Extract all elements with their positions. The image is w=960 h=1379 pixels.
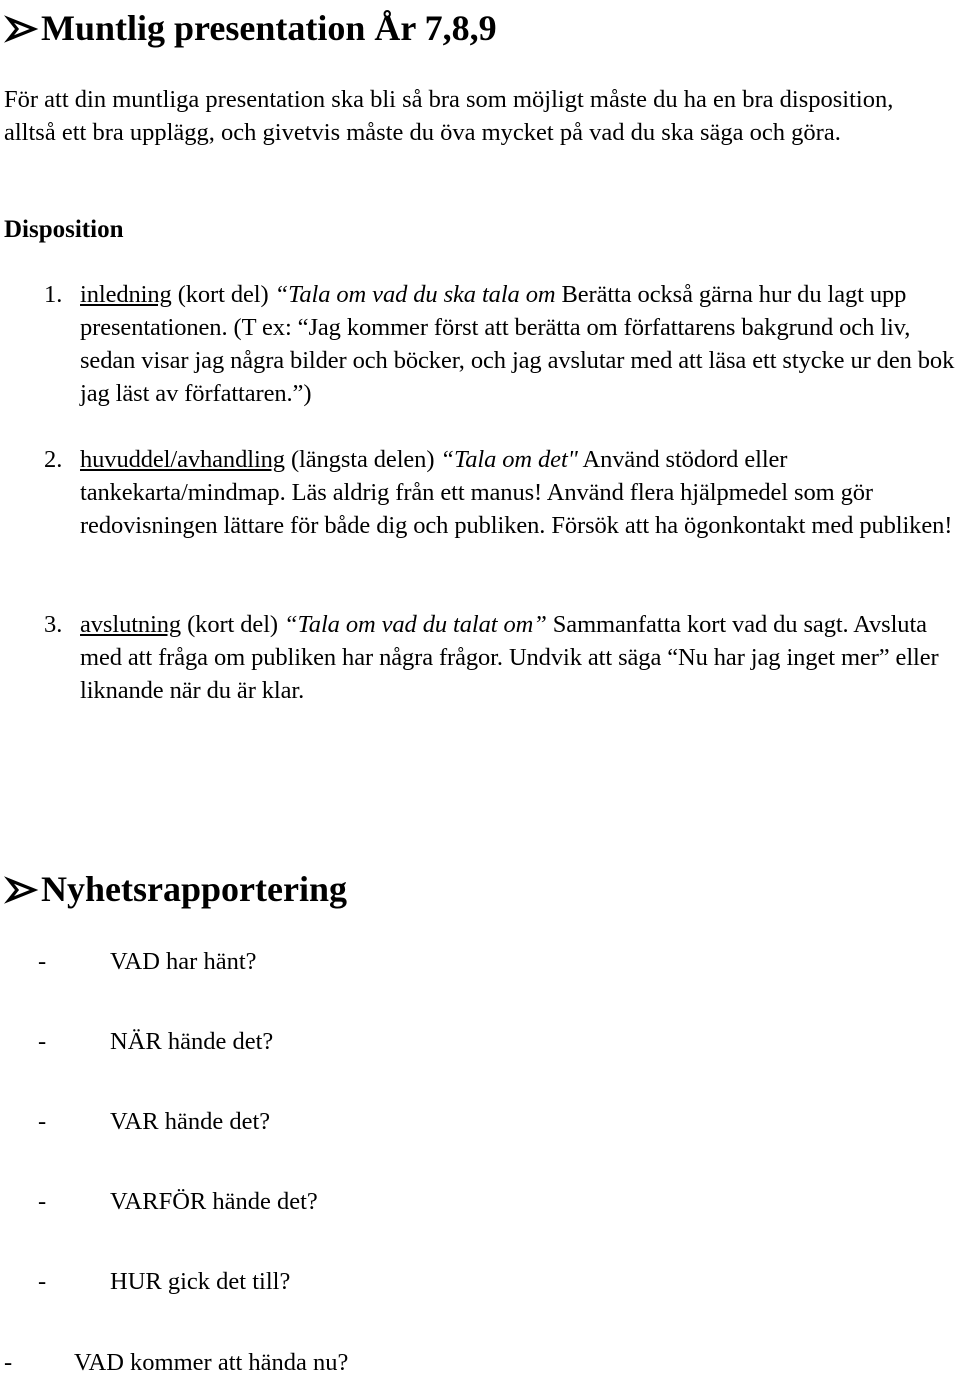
item-paren: (kort del) — [187, 611, 278, 638]
term-huvuddel: huvuddel/avhandling — [80, 446, 285, 473]
list-item-number: 2. — [44, 446, 63, 473]
list-item-inledning — [80, 278, 960, 410]
disposition-subheading: Disposition — [4, 216, 124, 243]
list-item-huvuddel — [80, 443, 960, 542]
question-text: HUR gick det till? — [110, 1268, 291, 1295]
item-rest: Använd stödord eller tankekarta/mindmap. Läs aldrig från ett manus! Använd flera hjälpmedel som gör redovisningen lättare för både dig och publiken. Försök att ha ögonkontakt med publiken! — [80, 446, 953, 539]
term-inledning: inledning — [80, 281, 172, 308]
list-item-number: 3. — [44, 611, 63, 638]
heading-text: Muntlig presentation År 7,8,9 — [41, 8, 497, 48]
item-quote: “Tala om vad du talat om” — [284, 611, 547, 638]
heading-text: Nyhetsrapportering — [41, 869, 347, 909]
question-text: VAD har hänt? — [110, 948, 257, 975]
term-avslutning: avslutning — [80, 611, 182, 638]
section-heading-nyhetsrapportering — [4, 867, 347, 911]
item-paren: (längsta delen) — [290, 446, 435, 473]
list-item-avslutning — [80, 608, 960, 707]
item-rest: Berätta också gärna hur du lagt upp presentationen. (T ex: “Jag kommer först att berätta om författarens bakgrund och liv, sedan visar jag några bilder och böcker, och jag avslutar med att läsa ett stycke ur den bok jag läst av författaren.”) — [80, 281, 955, 407]
question-text: NÄR hände det? — [110, 1028, 274, 1055]
section-heading-presentation — [4, 6, 497, 50]
item-quote: “Tala om vad du ska tala om — [274, 281, 556, 308]
dash-bullet: - — [38, 1108, 47, 1135]
intro-paragraph: För att din muntliga presentation ska bli så bra som möjligt måste du ha en bra disposition, alltså ett bra upplägg, och givetvis måste du öva mycket på vad du ska säga och göra. — [4, 86, 894, 146]
arrow-bullet-icon — [4, 14, 40, 44]
dash-bullet: - — [38, 1268, 47, 1295]
dash-bullet: - — [4, 1349, 13, 1376]
dash-bullet: - — [38, 1188, 47, 1215]
arrow-bullet-icon — [4, 875, 40, 905]
item-quote: “Tala om det" — [440, 446, 578, 473]
question-text: VAD kommer att hända nu? — [74, 1349, 349, 1376]
item-paren: (kort del) — [177, 281, 269, 308]
item-rest: Sammanfatta kort vad du sagt. Avsluta med att fråga om publiken har några frågor. Undvik att säga “Nu har jag inget mer” eller liknande när du är klar. — [80, 611, 939, 704]
question-text: VAR hände det? — [110, 1108, 271, 1135]
dash-bullet: - — [38, 1028, 47, 1055]
question-text: VARFÖR hände det? — [110, 1188, 318, 1215]
dash-bullet: - — [38, 948, 47, 975]
list-item-number: 1. — [44, 281, 63, 308]
